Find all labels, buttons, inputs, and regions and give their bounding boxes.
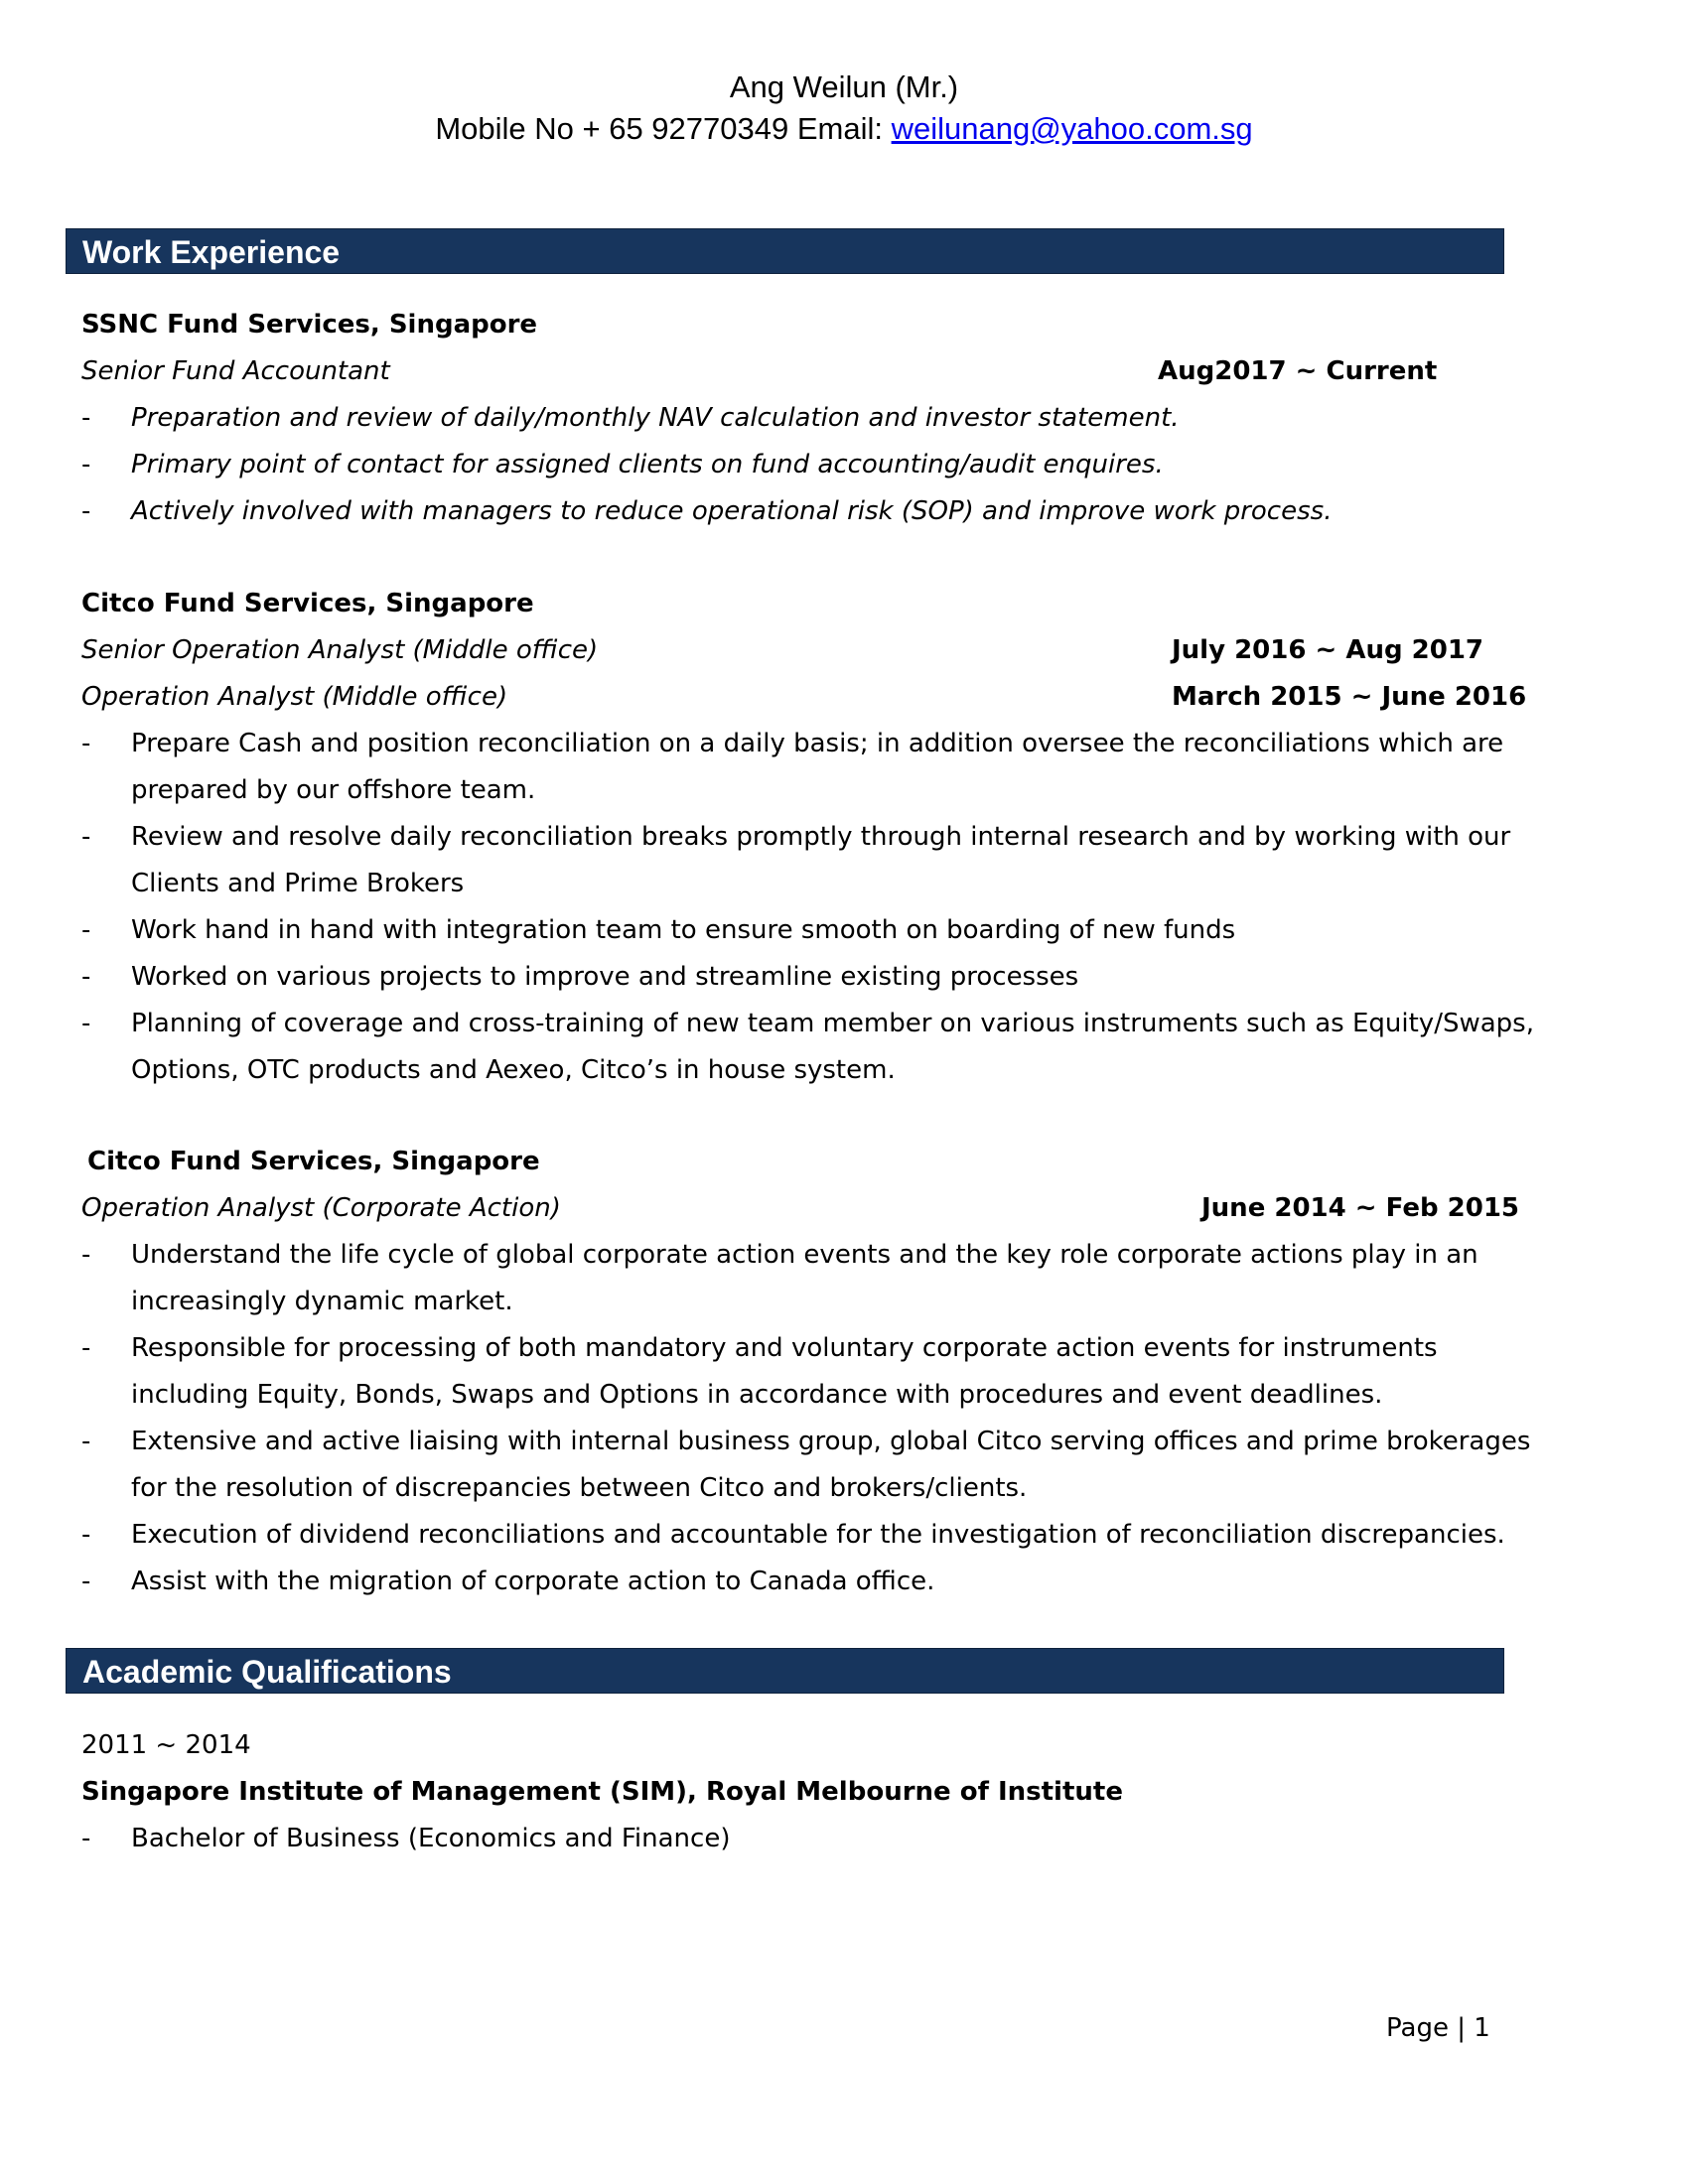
- company-name: SSNC Fund Services, Singapore: [81, 310, 538, 340]
- bullet-text: Review and resolve daily reconciliation breaks promptly through internal research and by working with our: [131, 822, 1511, 852]
- bullet-marker: -: [81, 450, 91, 479]
- bullet-marker: -: [81, 1240, 91, 1270]
- bullet-text: Assist with the migration of corporate action to Canada office.: [131, 1567, 935, 1596]
- bullet-marker: -: [81, 1520, 91, 1550]
- bullet-marker: -: [81, 1333, 91, 1363]
- contact-prefix: Mobile No + 65 92770349 Email:: [435, 111, 892, 146]
- company-name: Citco Fund Services, Singapore: [87, 1147, 540, 1176]
- email-link[interactable]: weilunang@yahoo.com.sg: [891, 111, 1253, 146]
- job-dates: June 2014 ~ Feb 2015: [1201, 1193, 1519, 1223]
- degree-text: Bachelor of Business (Economics and Finance): [131, 1824, 731, 1853]
- job-dates: Aug2017 ~ Current: [1158, 356, 1438, 386]
- job-dates: March 2015 ~ June 2016: [1172, 682, 1527, 712]
- bullet-marker: -: [81, 962, 91, 992]
- candidate-name: Ang Weilun (Mr.): [729, 69, 959, 104]
- bullet-text: Work hand in hand with integration team to ensure smooth on boarding of new funds: [131, 915, 1236, 945]
- bullet-text: Preparation and review of daily/monthly NAV calculation and investor statement.: [131, 403, 1180, 433]
- bullet-marker: -: [81, 822, 91, 852]
- company-name: Citco Fund Services, Singapore: [81, 589, 534, 618]
- section-heading-academic: Academic Qualifications: [66, 1648, 1504, 1694]
- institution-name: Singapore Institute of Management (SIM), Royal Melbourne of Institute: [81, 1777, 1123, 1807]
- job-title: Senior Fund Accountant: [81, 356, 390, 386]
- bullet-text: Execution of dividend reconciliations and accountable for the investigation of reconciliation discrepancies.: [131, 1520, 1505, 1550]
- bullet-text-continued: prepared by our offshore team.: [131, 775, 536, 805]
- job-dates: July 2016 ~ Aug 2017: [1172, 635, 1484, 665]
- bullet-text-continued: increasingly dynamic market.: [131, 1287, 513, 1316]
- section-heading-work-experience: Work Experience: [66, 228, 1504, 274]
- bullet-marker: -: [81, 403, 91, 433]
- bullet-marker: -: [81, 915, 91, 945]
- bullet-text-continued: Options, OTC products and Aexeo, Citco’s in house system.: [131, 1055, 896, 1085]
- bullet-text: Worked on various projects to improve and streamline existing processes: [131, 962, 1079, 992]
- bullet-marker: -: [81, 1824, 91, 1853]
- bullet-text-continued: for the resolution of discrepancies between Citco and brokers/clients.: [131, 1473, 1028, 1503]
- contact-line: [0, 111, 1688, 147]
- bullet-text: Responsible for processing of both mandatory and voluntary corporate action events for instruments: [131, 1333, 1438, 1363]
- academic-years: 2011 ~ 2014: [81, 1730, 251, 1760]
- bullet-text-continued: including Equity, Bonds, Swaps and Options in accordance with procedures and event deadlines.: [131, 1380, 1383, 1410]
- job-title: Senior Operation Analyst (Middle office): [81, 635, 599, 665]
- bullet-text: Extensive and active liaising with internal business group, global Citco serving offices and prime brokerages: [131, 1427, 1531, 1456]
- bullet-marker: -: [81, 1427, 91, 1456]
- bullet-text: Actively involved with managers to reduce operational risk (SOP) and improve work process.: [131, 496, 1333, 526]
- bullet-text: Understand the life cycle of global corporate action events and the key role corporate actions play in an: [131, 1240, 1478, 1270]
- bullet-text: Primary point of contact for assigned clients on fund accounting/audit enquires.: [131, 450, 1164, 479]
- bullet-text: Prepare Cash and position reconciliation on a daily basis; in addition oversee the reconciliations which are: [131, 729, 1504, 758]
- bullet-text-continued: Clients and Prime Brokers: [131, 869, 465, 898]
- bullet-marker: -: [81, 496, 91, 526]
- bullet-marker: -: [81, 729, 91, 758]
- bullet-text: Planning of coverage and cross-training of new team member on various instruments such as Equity/Swaps,: [131, 1009, 1534, 1038]
- bullet-marker: -: [81, 1009, 91, 1038]
- job-title: Operation Analyst (Corporate Action): [81, 1193, 561, 1223]
- job-title: Operation Analyst (Middle office): [81, 682, 508, 712]
- page-number: Page | 1: [1386, 2013, 1490, 2043]
- bullet-marker: -: [81, 1567, 91, 1596]
